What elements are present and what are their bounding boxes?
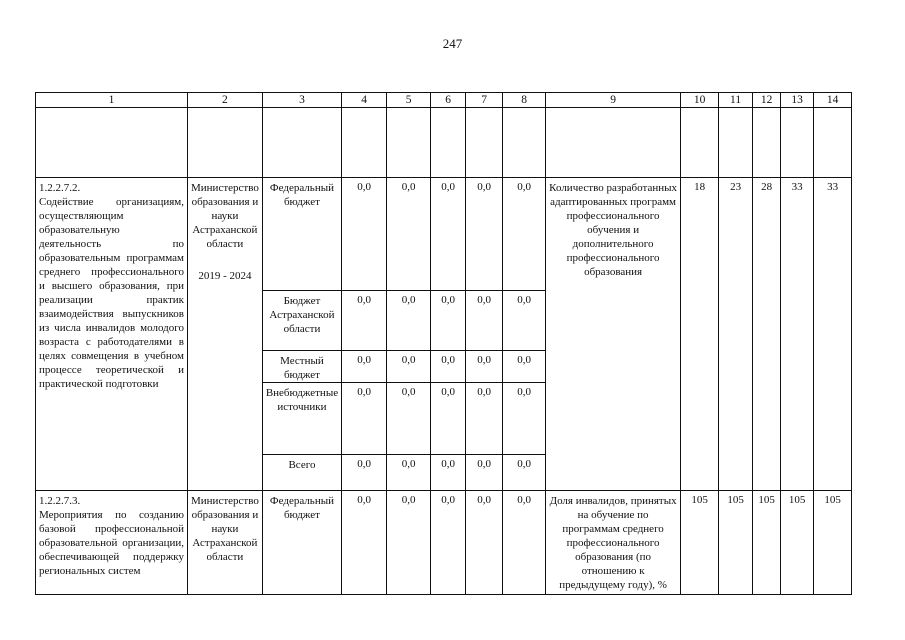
column-number: 7 [466,93,503,108]
indicator-cell: Доля инвалидов, принятых на обучение по программам среднего профессионального образования (по отношению к предыдущему году), % [546,491,681,595]
column-number: 10 [681,93,719,108]
value-cell: 0,0 [466,455,503,491]
value-cell: 0,0 [503,455,546,491]
measure-code: 1.2.2.7.3. [39,495,81,507]
column-number: 3 [262,93,341,108]
value-cell: 0,0 [431,351,466,383]
value-cell: 0,0 [342,351,387,383]
column-number: 9 [546,93,681,108]
target-cell: 105 [753,491,781,595]
value-cell: 0,0 [466,351,503,383]
target-cell: 105 [681,491,719,595]
value-cell: 0,0 [387,455,431,491]
column-number: 4 [342,93,387,108]
funding-source: Местный бюджет [262,351,341,383]
funding-source: Федеральный бюджет [262,178,341,291]
column-number: 5 [387,93,431,108]
measure-cell [36,178,188,491]
table-row [36,491,852,595]
value-cell: 0,0 [342,291,387,351]
value-cell: 0,0 [466,383,503,455]
target-cell: 23 [719,178,753,491]
value-cell: 0,0 [387,178,431,291]
target-cell: 105 [719,491,753,595]
value-cell: 0,0 [431,383,466,455]
value-cell: 0,0 [342,178,387,291]
value-cell: 0,0 [431,291,466,351]
target-cell: 105 [814,491,852,595]
value-cell: 0,0 [466,178,503,291]
executor-cell [188,491,263,595]
target-cell: 28 [753,178,781,491]
value-cell: 0,0 [387,383,431,455]
executor-cell [188,178,263,491]
column-number: 6 [431,93,466,108]
value-cell: 0,0 [466,291,503,351]
measure-name: Содействие организациям, осуществляющим образовательную деятельность по образовательным программам среднего профессионального и высшего образования, при реализации практик взаимодействия выпускников из числа инвалидов молодого возраста с работодателями в целях совмещения в учебном процессе теоретической и практической подготовки [39,196,184,390]
column-number-row [36,93,852,108]
table-row [36,178,852,291]
column-number: 11 [719,93,753,108]
page-number: 247 [442,36,463,51]
value-cell: 0,0 [503,178,546,291]
value-cell: 0,0 [466,491,503,595]
funding-source: Федеральный бюджет [262,491,341,595]
value-cell: 0,0 [503,383,546,455]
program-table [35,92,852,595]
value-cell: 0,0 [431,178,466,291]
target-cell: 33 [781,178,814,491]
indicator-cell: Количество разработанных адаптированных программ профессионального обучения и дополнительного профессионального образования [546,178,681,491]
column-number: 13 [781,93,814,108]
value-cell: 0,0 [503,351,546,383]
value-cell: 0,0 [387,491,431,595]
funding-source: Бюджет Астраханской области [262,291,341,351]
target-cell: 105 [781,491,814,595]
value-cell: 0,0 [342,383,387,455]
column-number: 8 [503,93,546,108]
executor-name: Министерство образования и науки Астраханской области [191,495,259,563]
value-cell: 0,0 [342,491,387,595]
value-cell: 0,0 [387,291,431,351]
executor-name: Министерство образования и науки Астраханской области [191,182,259,250]
years: 2019 - 2024 [198,270,252,282]
target-cell: 33 [814,178,852,491]
value-cell: 0,0 [503,491,546,595]
empty-row [36,108,852,178]
measure-code: 1.2.2.7.2. [39,182,81,194]
value-cell: 0,0 [342,455,387,491]
column-number: 2 [188,93,263,108]
funding-source: Внебюджетные источники [262,383,341,455]
funding-source: Всего [262,455,341,491]
value-cell: 0,0 [431,491,466,595]
measure-name: Мероприятия по созданию базовой профессиональной образовательной организации, обеспечивающей поддержку региональных систем [39,509,184,577]
column-number: 12 [753,93,781,108]
target-cell: 18 [681,178,719,491]
value-cell: 0,0 [431,455,466,491]
column-number: 14 [814,93,852,108]
measure-cell [36,491,188,595]
column-number: 1 [36,93,188,108]
value-cell: 0,0 [503,291,546,351]
value-cell: 0,0 [387,351,431,383]
